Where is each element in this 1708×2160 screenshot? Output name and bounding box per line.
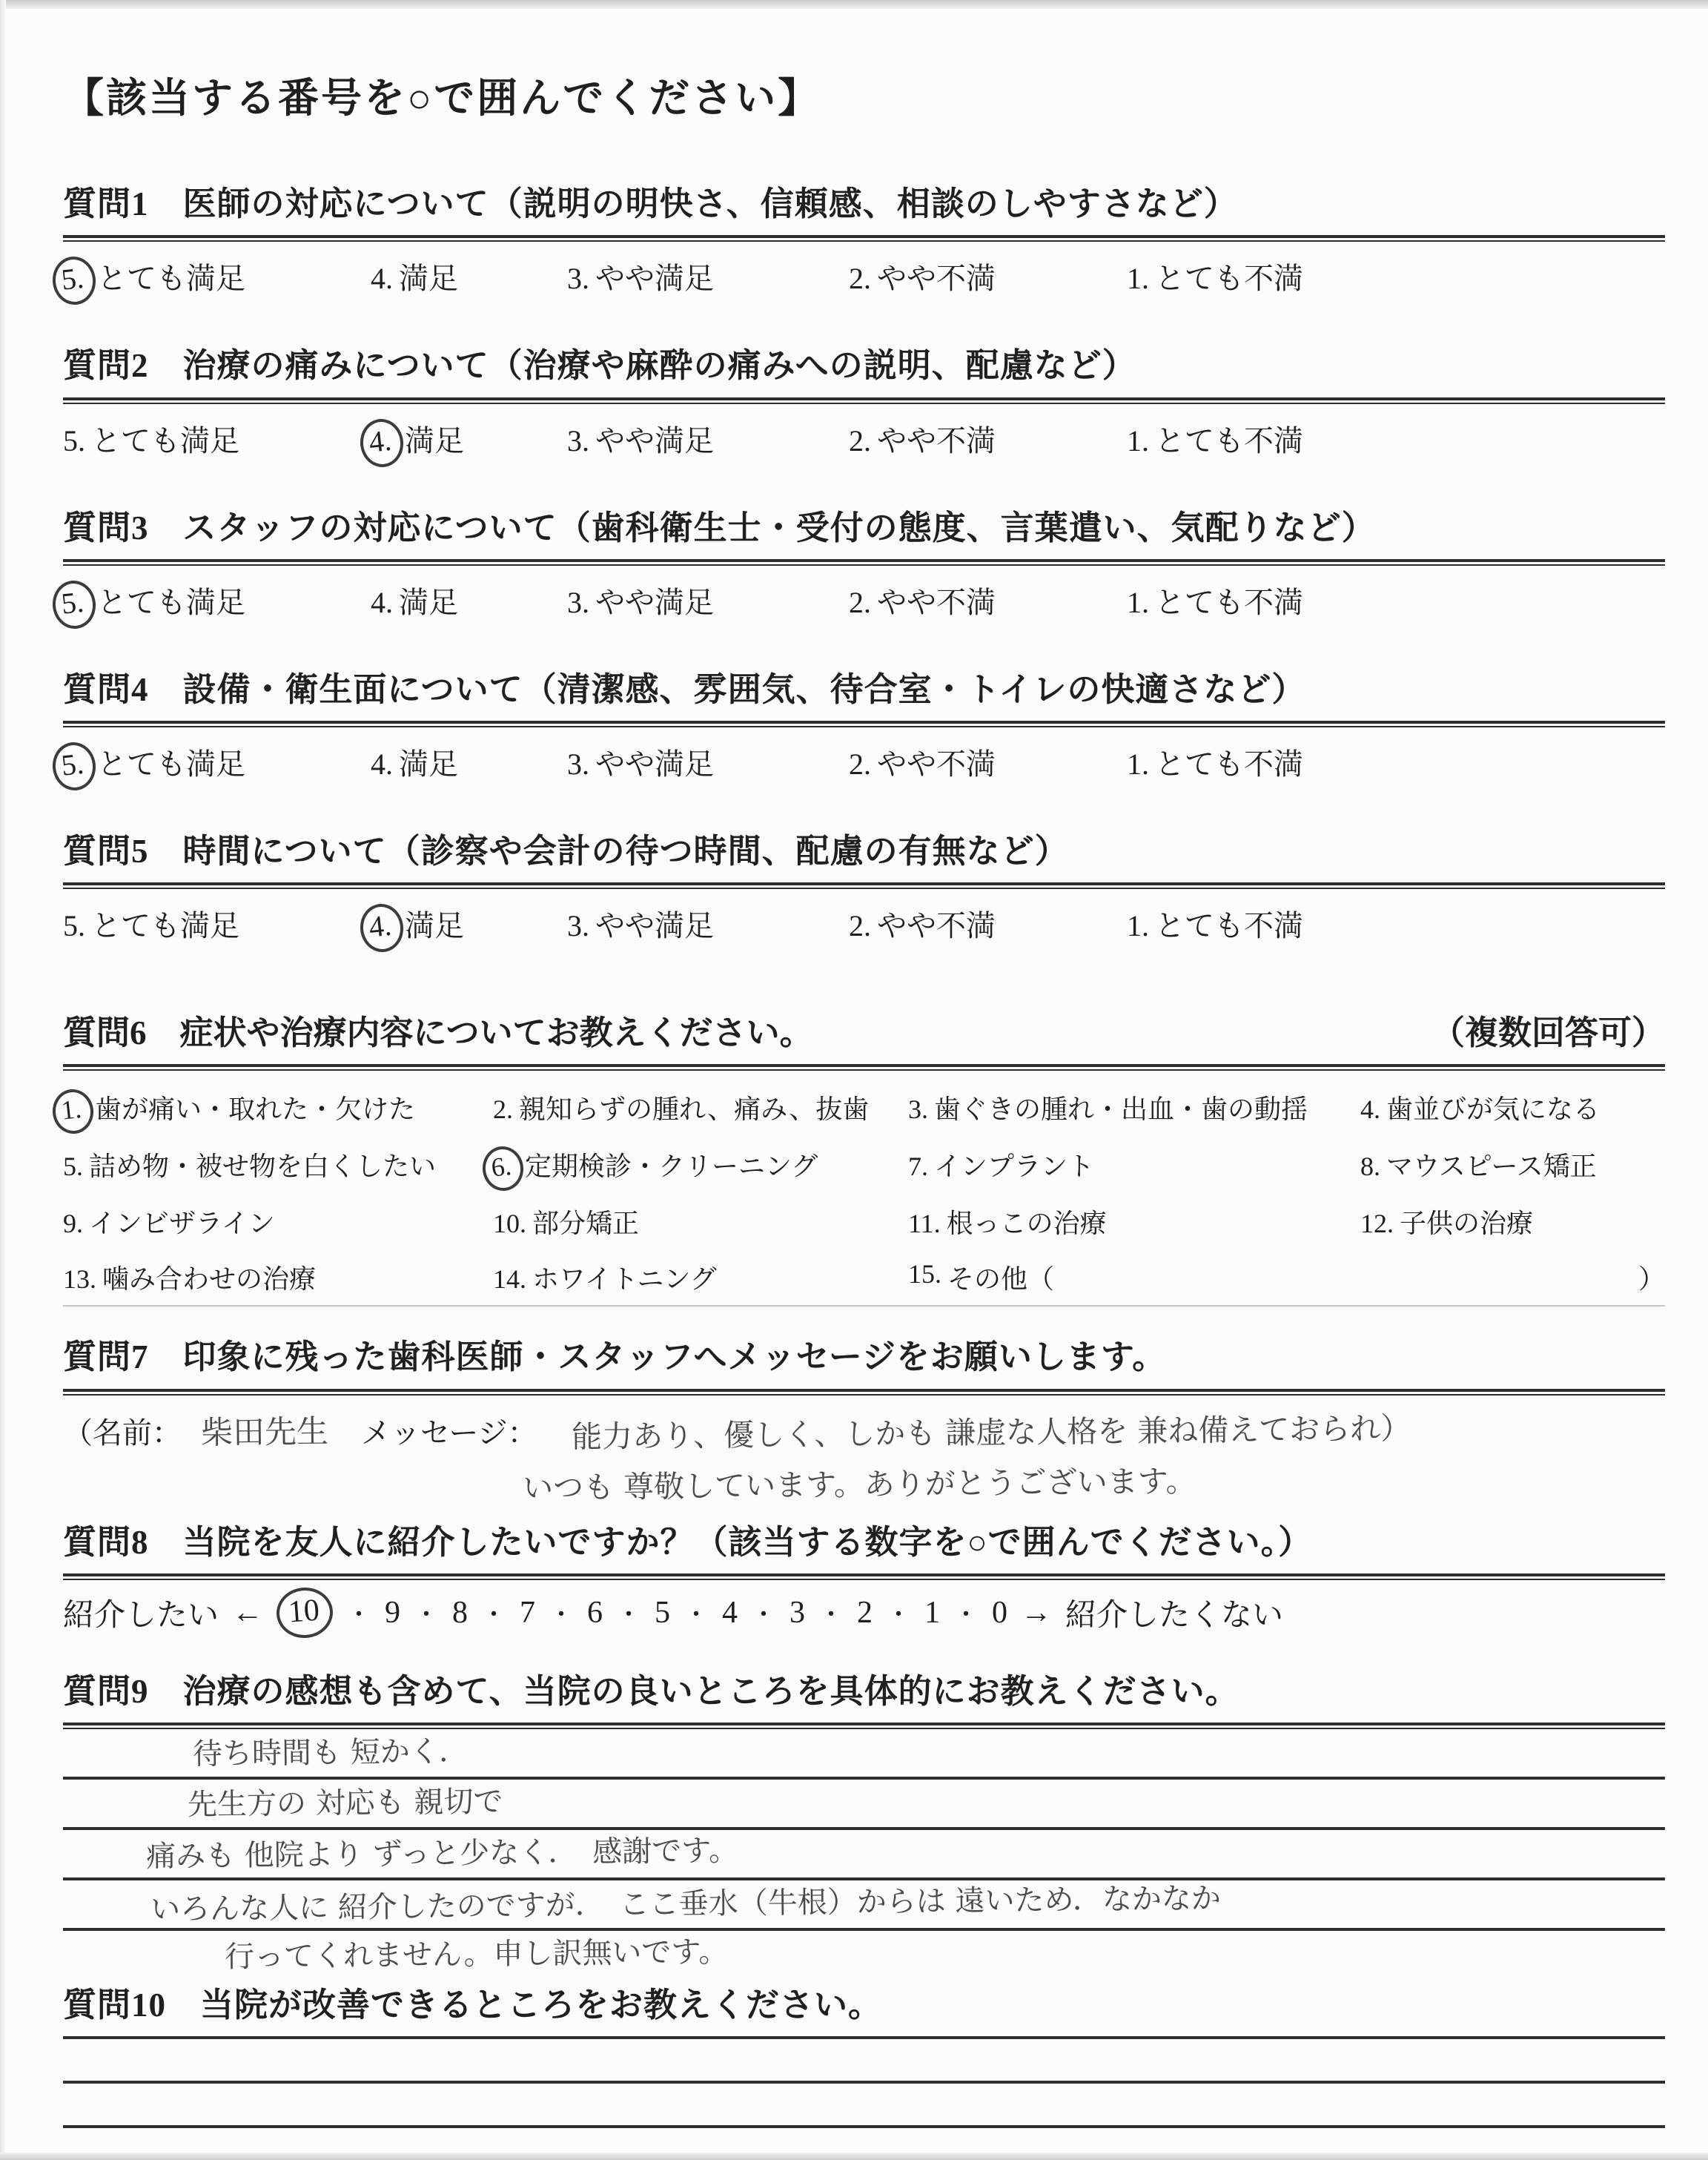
option-number: 3. bbox=[567, 423, 589, 458]
option-number: 14. bbox=[493, 1264, 526, 1295]
option-label: ホワイトニング bbox=[532, 1264, 717, 1295]
message-field-label: メッセージ： bbox=[361, 1416, 537, 1450]
rating-option bbox=[367, 417, 567, 461]
rating-option bbox=[567, 741, 849, 783]
question-title: 質問1 医師の対応について（説明の明快さ、信頼感、相談のしやすさなど） bbox=[63, 185, 1238, 222]
option-label: 子供の治療 bbox=[1400, 1209, 1534, 1239]
option-label: 親知らずの腫れ、痛み、抜歯 bbox=[519, 1094, 870, 1125]
question-6-note: （複数回答可） bbox=[1431, 1014, 1665, 1052]
option-label: やや満足 bbox=[595, 747, 714, 781]
heading-underline bbox=[63, 1064, 1665, 1071]
option-label: インプラント bbox=[934, 1152, 1095, 1182]
scale-separator: ・ bbox=[953, 1602, 979, 1630]
option-number: 5. bbox=[63, 1152, 83, 1182]
rating-questions bbox=[59, 183, 1665, 946]
scale-number: 8 bbox=[452, 1595, 469, 1630]
scale-number: 6 bbox=[587, 1595, 603, 1630]
handwritten-text: 先生方の 対応も 親切で bbox=[187, 1784, 503, 1823]
option-number: 4. bbox=[371, 747, 393, 781]
rating-option bbox=[849, 579, 1127, 621]
heading-underline bbox=[63, 235, 1665, 242]
scale-number: 4 bbox=[722, 1595, 738, 1630]
scale-separator: ・ bbox=[818, 1602, 844, 1630]
heading-underline bbox=[63, 882, 1665, 889]
option-number: 1. bbox=[1127, 909, 1149, 943]
handwritten-text: いろんな人に 紹介したのですが． ここ垂水（牛根）からは 遠いため．なかなか bbox=[150, 1881, 1222, 1927]
option-label: やや不満 bbox=[877, 262, 996, 296]
question-9-answers bbox=[63, 1729, 1665, 1975]
selected-answer-circle: 5. bbox=[50, 740, 98, 793]
scale-number: 7 bbox=[520, 1595, 536, 1630]
symptom-option bbox=[908, 1089, 1360, 1128]
rating-options bbox=[59, 579, 1665, 623]
message-line-2: いつも 尊敬しています。ありがとうございます。 bbox=[522, 1462, 1196, 1506]
option-label: やや不満 bbox=[877, 423, 996, 458]
scale-separator: ・ bbox=[616, 1602, 642, 1630]
question-title: 質問3 スタッフの対応について（歯科衛生士・受付の態度、言葉遣い、気配りなど） bbox=[63, 509, 1376, 546]
option-number: 2. bbox=[849, 585, 871, 619]
option-number: 3. bbox=[567, 909, 589, 943]
option-number: 1. bbox=[1127, 747, 1149, 781]
option-label: とても不満 bbox=[1155, 423, 1303, 458]
scale-number: 0 bbox=[992, 1595, 1008, 1630]
selected-answer-circle: 1. bbox=[50, 1088, 96, 1136]
rating-question bbox=[63, 830, 1665, 946]
rating-question bbox=[59, 507, 1665, 623]
option-label: とても不満 bbox=[1155, 262, 1303, 296]
scale-separator: ・ bbox=[683, 1602, 709, 1630]
option-label: 歯が痛い・取れた・欠けた bbox=[95, 1094, 416, 1125]
option-number: 3. bbox=[567, 585, 589, 619]
rating-option bbox=[1127, 741, 1303, 783]
handwritten-text: 行ってくれません。申し訳無いです。 bbox=[224, 1935, 729, 1975]
scale-separator: ・ bbox=[886, 1602, 912, 1630]
question-7 bbox=[63, 1336, 1665, 1506]
left-arrow-icon: ← bbox=[232, 1595, 264, 1630]
right-arrow-icon: → bbox=[1021, 1595, 1053, 1630]
symptom-option bbox=[59, 1089, 493, 1128]
option-number: 4. bbox=[371, 262, 393, 296]
page-title: 【該当する番号を○で囲んでください】 bbox=[63, 76, 821, 121]
answer-line bbox=[63, 1931, 1665, 1975]
symptom-option bbox=[489, 1146, 908, 1185]
scale-number: 2 bbox=[857, 1595, 873, 1630]
symptom-option bbox=[63, 1258, 493, 1296]
option-number: 2. bbox=[849, 262, 871, 296]
recommend-right-label: 紹介したくない bbox=[1065, 1598, 1284, 1633]
scale-number: 1 bbox=[924, 1595, 941, 1630]
option-number: 3. bbox=[567, 747, 589, 781]
option-label: とても満足 bbox=[91, 909, 239, 943]
section-divider bbox=[63, 1305, 1665, 1307]
question-9 bbox=[63, 1671, 1665, 1975]
symptom-option bbox=[63, 1203, 493, 1241]
rating-option bbox=[567, 579, 849, 621]
rating-option bbox=[59, 255, 371, 299]
rating-option bbox=[849, 255, 1127, 297]
option-label: とても満足 bbox=[97, 262, 245, 296]
question-title: 質問5 時間について（診察や会計の待つ時間、配慮の有無など） bbox=[63, 833, 1069, 870]
option-number: 4. bbox=[1360, 1094, 1380, 1125]
answer-line bbox=[63, 1780, 1665, 1830]
rating-option bbox=[849, 741, 1127, 783]
option-number: 2. bbox=[493, 1094, 513, 1125]
option-number: 3. bbox=[567, 262, 589, 296]
recommend-scale bbox=[63, 1591, 1665, 1635]
question-8 bbox=[63, 1522, 1665, 1635]
option-label: 噛み合わせの治療 bbox=[102, 1264, 317, 1295]
option-number: 3. bbox=[908, 1094, 928, 1125]
scale-number: 9 bbox=[385, 1595, 401, 1630]
answer-line bbox=[63, 2084, 1665, 2128]
option-number: 13. bbox=[63, 1264, 96, 1295]
answer-line bbox=[63, 1880, 1665, 1931]
selected-answer-circle: 4. bbox=[358, 417, 406, 469]
rating-option bbox=[63, 417, 371, 460]
rating-option bbox=[59, 579, 371, 623]
message-line-1: 能力あり、優しく、しかも 謙虚な人格を 兼ね備えておられ） bbox=[571, 1410, 1411, 1455]
name-field-value: 柴田先生 bbox=[200, 1413, 329, 1452]
rating-option bbox=[1127, 902, 1303, 945]
option-number: 2. bbox=[849, 423, 871, 458]
option-label: とても満足 bbox=[97, 747, 245, 781]
option-number: 12. bbox=[1360, 1209, 1394, 1239]
option-number: 1. bbox=[1127, 262, 1149, 296]
scale-separator: ・ bbox=[481, 1602, 507, 1630]
option-label: 満足 bbox=[405, 909, 464, 943]
symptom-option bbox=[493, 1089, 908, 1128]
question-10 bbox=[63, 1984, 1665, 2160]
option-label: とても満足 bbox=[97, 585, 245, 619]
answer-line bbox=[63, 1729, 1665, 1780]
symptom-option bbox=[493, 1258, 908, 1296]
rating-option bbox=[567, 255, 849, 297]
option-label: とても満足 bbox=[91, 423, 239, 458]
option-number: 11. bbox=[908, 1209, 941, 1239]
rating-option bbox=[849, 417, 1127, 460]
question-6-title: 質問6 症状や治療内容についてお教えください。 bbox=[63, 1014, 813, 1052]
option-label: やや不満 bbox=[877, 909, 996, 943]
symptom-option bbox=[63, 1146, 493, 1185]
scan-edge-left bbox=[0, 0, 6, 2160]
option-label: 満足 bbox=[399, 585, 458, 619]
option-label: 定期検診・クリーニング bbox=[525, 1152, 818, 1182]
rating-option bbox=[1127, 579, 1303, 621]
rating-options bbox=[63, 417, 1665, 461]
option-label: やや満足 bbox=[595, 585, 714, 619]
heading-underline bbox=[63, 721, 1665, 727]
selected-answer-circle: 6. bbox=[480, 1145, 526, 1193]
heading-underline bbox=[63, 1573, 1665, 1580]
option-number: 2. bbox=[849, 747, 871, 781]
rating-question bbox=[59, 183, 1665, 299]
selected-score-circle: 10 bbox=[275, 1585, 335, 1639]
option-label: とても不満 bbox=[1155, 585, 1303, 619]
symptom-option bbox=[1360, 1089, 1665, 1128]
rating-option bbox=[1127, 417, 1303, 460]
option-label: やや満足 bbox=[595, 423, 714, 458]
option-number: 15. bbox=[908, 1259, 941, 1289]
scan-edge-top bbox=[0, 0, 1708, 9]
option-label: やや不満 bbox=[877, 585, 996, 619]
other-answer-space bbox=[1054, 1258, 1638, 1296]
answer-line bbox=[63, 1830, 1665, 1880]
symptom-option bbox=[908, 1258, 1665, 1296]
symptom-option bbox=[1360, 1146, 1665, 1185]
option-label: インビザライン bbox=[89, 1209, 275, 1239]
option-label: とても不満 bbox=[1155, 747, 1303, 781]
symptom-option bbox=[908, 1203, 1360, 1241]
scale-separator: ・ bbox=[414, 1602, 440, 1630]
rating-option bbox=[849, 902, 1127, 945]
option-number: 9. bbox=[63, 1209, 83, 1239]
option-label: 満足 bbox=[399, 262, 458, 296]
option-number: 1. bbox=[1127, 585, 1149, 619]
option-number: 5. bbox=[63, 423, 85, 458]
rating-question bbox=[59, 669, 1665, 785]
rating-option bbox=[371, 255, 567, 297]
option-label: マウスピース矯正 bbox=[1386, 1152, 1597, 1182]
heading-underline bbox=[63, 559, 1665, 566]
symptom-option bbox=[493, 1203, 908, 1241]
rating-option bbox=[567, 902, 849, 945]
option-number: 10. bbox=[493, 1209, 526, 1239]
option-number: 2. bbox=[849, 909, 871, 943]
scale-number: 5 bbox=[655, 1595, 671, 1630]
question-6 bbox=[59, 1005, 1665, 1307]
rating-options bbox=[63, 902, 1665, 946]
symptom-option bbox=[1360, 1203, 1665, 1241]
closing-paren: ） bbox=[1638, 1264, 1665, 1295]
scale-separator: ・ bbox=[549, 1602, 575, 1630]
question-9-title: 質問9 治療の感想も含めて、当院の良いところを具体的にお教えください。 bbox=[63, 1672, 1239, 1710]
rating-option bbox=[371, 579, 567, 621]
heading-underline bbox=[63, 1389, 1665, 1396]
option-label: 部分矯正 bbox=[532, 1209, 640, 1239]
option-number: 5. bbox=[63, 909, 85, 943]
option-label: 歯並びが気になる bbox=[1386, 1094, 1601, 1125]
selected-answer-circle: 5. bbox=[50, 578, 98, 631]
rating-option bbox=[63, 902, 371, 945]
question-10-title: 質問10 当院が改善できるところをお教えください。 bbox=[63, 1986, 883, 2024]
option-label: やや満足 bbox=[595, 262, 714, 296]
option-label: 満足 bbox=[399, 747, 458, 781]
answer-line bbox=[63, 2039, 1665, 2084]
recommend-left-label: 紹介したい bbox=[63, 1598, 219, 1633]
rating-options bbox=[59, 255, 1665, 299]
handwritten-text: 待ち時間も 短かく． bbox=[192, 1734, 469, 1771]
option-label: 根っこの治療 bbox=[946, 1209, 1107, 1239]
question-title: 質問4 設備・衛生面について（清潔感、雰囲気、待合室・トイレの快適さなど） bbox=[63, 670, 1306, 708]
rating-option bbox=[1127, 255, 1303, 297]
question-7-title: 質問7 印象に残った歯科医師・スタッフへメッセージをお願いします。 bbox=[63, 1338, 1167, 1376]
option-number: 7. bbox=[908, 1152, 928, 1182]
selected-answer-circle: 4. bbox=[358, 902, 406, 954]
scan-edge-bottom bbox=[0, 2153, 1708, 2160]
option-label: やや不満 bbox=[877, 747, 996, 781]
option-number: 4. bbox=[371, 585, 393, 619]
question-8-title: 質問8 当院を友人に紹介したいですか？（該当する数字を○で囲んでください。） bbox=[63, 1523, 1313, 1561]
symptom-option bbox=[908, 1146, 1360, 1185]
option-label: その他（ bbox=[947, 1264, 1055, 1295]
option-label: やや満足 bbox=[595, 909, 714, 943]
name-field-label: （名前： bbox=[63, 1416, 182, 1450]
heading-underline bbox=[63, 1723, 1665, 1729]
rating-option bbox=[367, 902, 567, 946]
question-title: 質問2 治療の痛みについて（治療や麻酔の痛みへの説明、配慮など） bbox=[63, 347, 1136, 385]
heading-underline bbox=[63, 397, 1665, 404]
option-number: 1. bbox=[1127, 423, 1149, 458]
handwritten-text: 痛みも 他院より ずっと少なく． 感謝です。 bbox=[145, 1833, 739, 1875]
scale-number: 3 bbox=[790, 1595, 806, 1630]
rating-option bbox=[567, 417, 849, 460]
selected-answer-circle: 5. bbox=[50, 254, 98, 307]
rating-option bbox=[59, 741, 371, 785]
option-label: 満足 bbox=[405, 423, 464, 458]
rating-question bbox=[63, 345, 1665, 460]
rating-option bbox=[371, 741, 567, 783]
option-label: とても不満 bbox=[1155, 909, 1303, 943]
option-label: 歯ぐきの腫れ・出血・歯の動揺 bbox=[934, 1094, 1308, 1125]
scale-separator: ・ bbox=[346, 1602, 372, 1630]
option-label: 詰め物・被せ物を白くしたい bbox=[89, 1152, 437, 1182]
symptom-options bbox=[59, 1089, 1665, 1296]
scale-separator: ・ bbox=[751, 1602, 777, 1630]
option-number: 8. bbox=[1360, 1152, 1380, 1182]
rating-options bbox=[59, 741, 1665, 785]
